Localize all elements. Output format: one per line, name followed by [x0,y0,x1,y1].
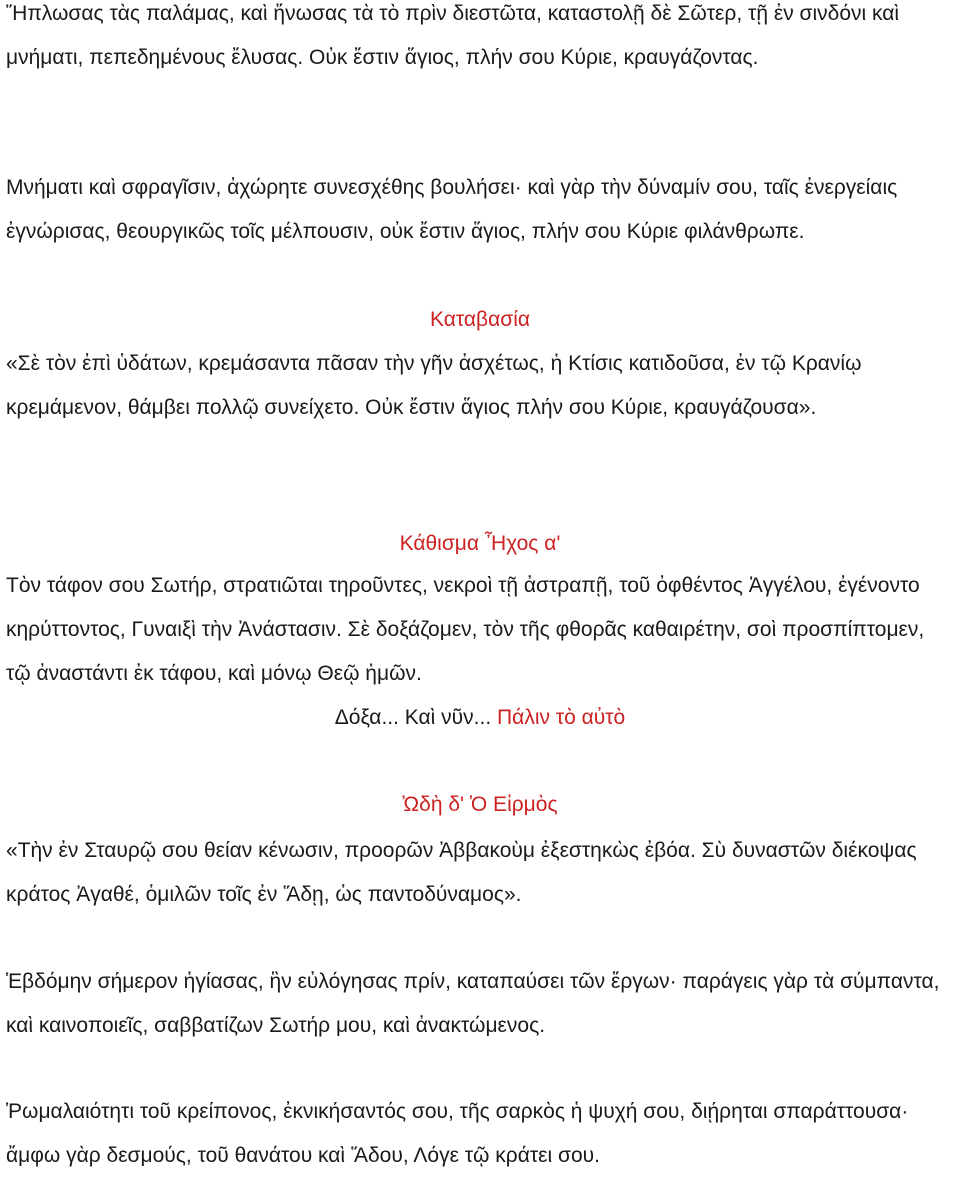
heading-ode-4-heirmos: Ὠδὴ δ' Ὁ Εἱρμὸς [402,793,558,816]
doxa-line [0,696,960,740]
paragraph-katavasia: «Σὲ τὸν ἐπὶ ὑδάτων, κρεμάσαντα πᾶσαν τὴν γῆν ἀσχέτως, ἡ Κτίσις κατιδοῦσα, ἐν τῷ Κρανίῳ κρεμάμενον, θάμβει πολλῷ συνείχετο. Οὐκ ἔστιν ἅγιος πλήν σου Κύριε, κραυγάζουσα». [6,352,862,419]
doxa-text: Δόξα... Καὶ νῦν... [334,706,492,729]
paragraph-troparion-4: Ῥωμαλαιότητι τοῦ κρείπονος, ἐκνικήσαντός σου, τῆς σαρκὸς ἡ ψυχή σου, διῄρηται σπαράττουσα· ἄμφω γὰρ δεσμούς, τοῦ θανάτου καὶ Ἅδου, Λόγε τῷ κράτει σου. [6,1100,909,1167]
heading-katavasia: Καταβασία [429,308,531,331]
again-the-same-rubric: Πάλιν τὸ αὐτὸ [497,706,626,729]
paragraph-heirmos: «Τὴν ἐν Σταυρῷ σου θείαν κένωσιν, προορῶν Ἀββακοὺμ ἐξεστηκὼς ἐβόα. Σὺ δυναστῶν διέκοψας κράτος Ἀγαθέ, ὁμιλῶν τοῖς ἐν Ἅδῃ, ὡς παντοδύναμος». [6,839,917,906]
paragraph-troparion-2: Μνήματι καὶ σφραγῖσιν, ἀχώρητε συνεσχέθης βουλήσει· καὶ γὰρ τὴν δύναμίν σου, ταῖς ἐνεργείαις ἐγνώρισας, θεουργικῶς τοῖς μέλπουσιν, οὐκ ἔστιν ἅγιος, πλήν σου Κύριε φιλάνθρωπε. [6,176,898,243]
paragraph-troparion-1: Ἥπλωσας τὰς παλάμας, καὶ ἥνωσας τὰ τὸ πρὶν διεστῶτα, καταστολῇ δὲ Σῶτερ, τῇ ἐν σινδόνι καὶ μνήματι, πεπεδημένους ἔλυσας. Οὐκ ἔστιν ἅγιος, πλήν σου Κύριε, κραυγάζοντας. [6,2,900,69]
paragraph-kathisma: Τὸν τάφον σου Σωτήρ, στρατιῶται τηροῦντες, νεκροὶ τῇ ἀστραπῇ, τοῦ ὀφθέντος Ἀγγέλου, ἐγένοντο κηρύττοντος, Γυναιξὶ τὴν Ἀνάστασιν. Σὲ δοξάζομεν, τὸν τῆς φθορᾶς καθαιρέτην, σοὶ προσπίπτομεν, τῷ ἀναστάντι ἐκ τάφου, καὶ μόνῳ Θεῷ ἡμῶν. [6,574,925,685]
heading-kathisma: Κάθισμα Ἦχος α' [399,532,561,555]
paragraph-troparion-3: Ἑβδόμην σήμερον ἡγίασας, ἣν εὐλόγησας πρίν, καταπαύσει τῶν ἔργων· παράγεις γὰρ τὰ σύμπαντα, καὶ καινοποιεῖς, σαββατίζων Σωτήρ μου, καὶ ἀνακτώμενος. [6,970,940,1037]
